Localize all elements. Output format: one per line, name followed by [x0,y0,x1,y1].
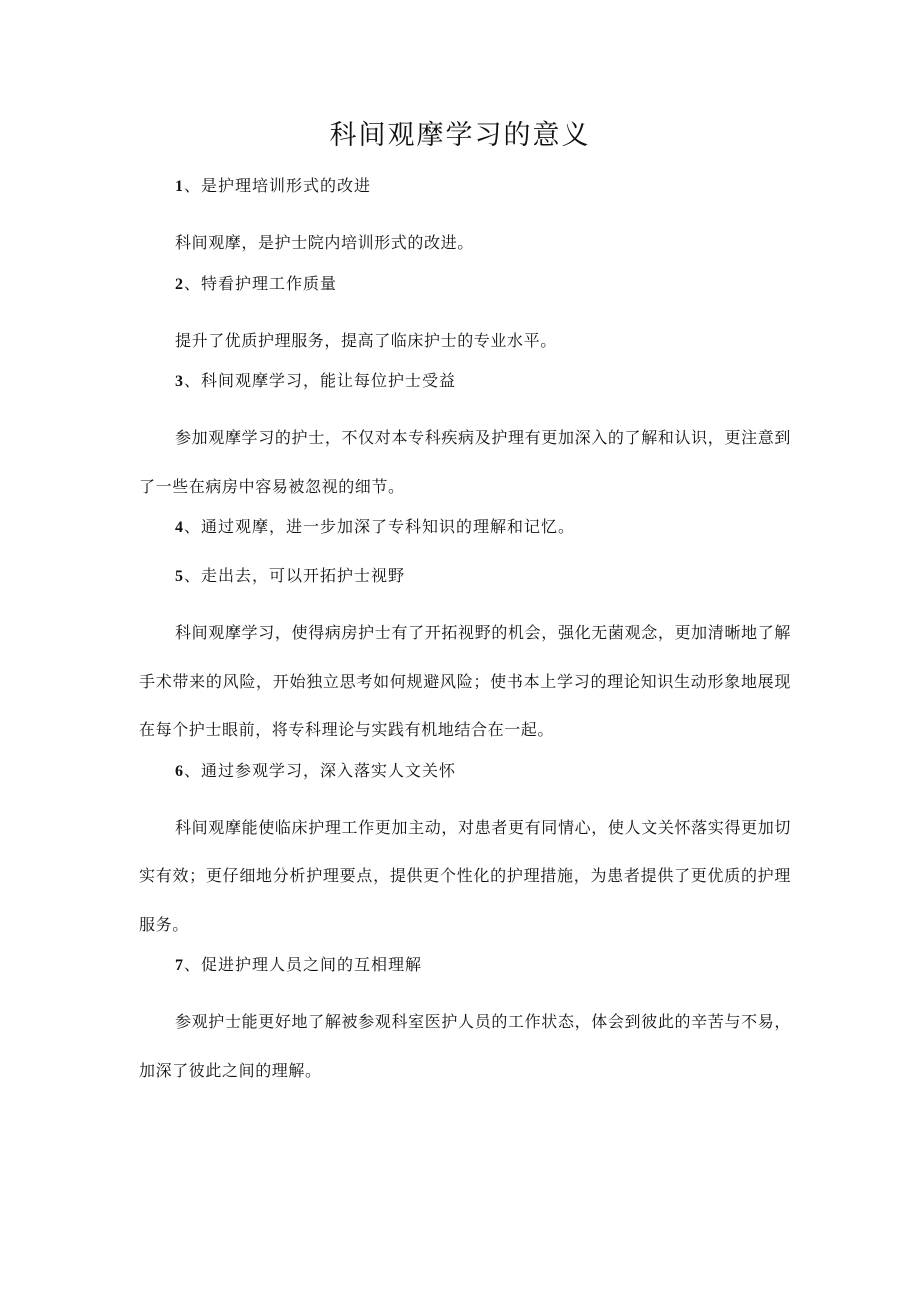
section-heading-text: 、通过参观学习，深入落实人文关怀 [184,760,457,780]
section-3 [139,365,791,511]
section-heading-text: 、促进护理人员之间的互相理解 [184,955,423,974]
section-number: 1 [175,178,184,195]
section-6 [139,755,791,950]
document-title: 科间观摩学习的意义 [329,120,591,151]
section-heading-text: 、通过观摩，进一步加深了专科知识的理解和记忆。 [184,517,576,536]
section-2 [139,268,791,366]
section-heading-text: 、是护理培训形式的改进 [184,176,372,195]
section-number: 3 [175,373,184,390]
section-heading [139,755,791,804]
section-number: 7 [175,957,184,974]
section-number: 4 [175,519,184,536]
section-heading-text: 、特看护理工作质量 [184,273,338,293]
section-1 [139,170,791,268]
section-7 [139,949,791,1095]
section-number: 2 [175,275,184,293]
section-paragraph: 科间观摩学习，使得病房护士有了开拓视野的机会，强化无菌观念，更加清晰地了解手术带来的风险，开始独立思考如何规避风险；使书本上学习的理论知识生动形象地展现在每个护士眼前，将专科理论与实践有机地结合在一起。 [139,623,791,739]
section-paragraph: 参观护士能更好地了解被参观科室医护人员的工作状态，体会到彼此的辛苦与不易，加深了彼此之间的理解。 [139,1012,791,1080]
document-body [139,170,791,1095]
section-4 [139,511,791,560]
section-heading [139,365,791,414]
section-heading [139,560,791,609]
section-heading-text: 、走出去，可以开拓护士视野 [184,566,406,585]
section-paragraph: 科间观摩能使临床护理工作更加主动，对患者更有同情心，使人文关怀落实得更加切实有效；更仔细地分析护理要点，提供更个性化的护理措施，为患者提供了更优质的护理服务。 [139,817,791,934]
section-number: 5 [175,568,184,585]
section-heading [139,268,791,317]
section-number: 6 [175,762,184,780]
section-paragraph: 科间观摩，是护士院内培训形式的改进。 [175,233,474,252]
section-heading [139,511,791,560]
section-5 [139,560,791,755]
section-heading [139,170,791,219]
section-heading [139,949,791,998]
section-paragraph: 提升了优质护理服务，提高了临床护士的专业水平。 [175,330,557,350]
section-paragraph: 参加观摩学习的护士，不仅对本专科疾病及护理有更加深入的了解和认识，更注意到了一些在病房中容易被忽视的细节。 [139,428,791,496]
section-heading-text: 、科间观摩学习，能让每位护士受益 [184,371,457,390]
